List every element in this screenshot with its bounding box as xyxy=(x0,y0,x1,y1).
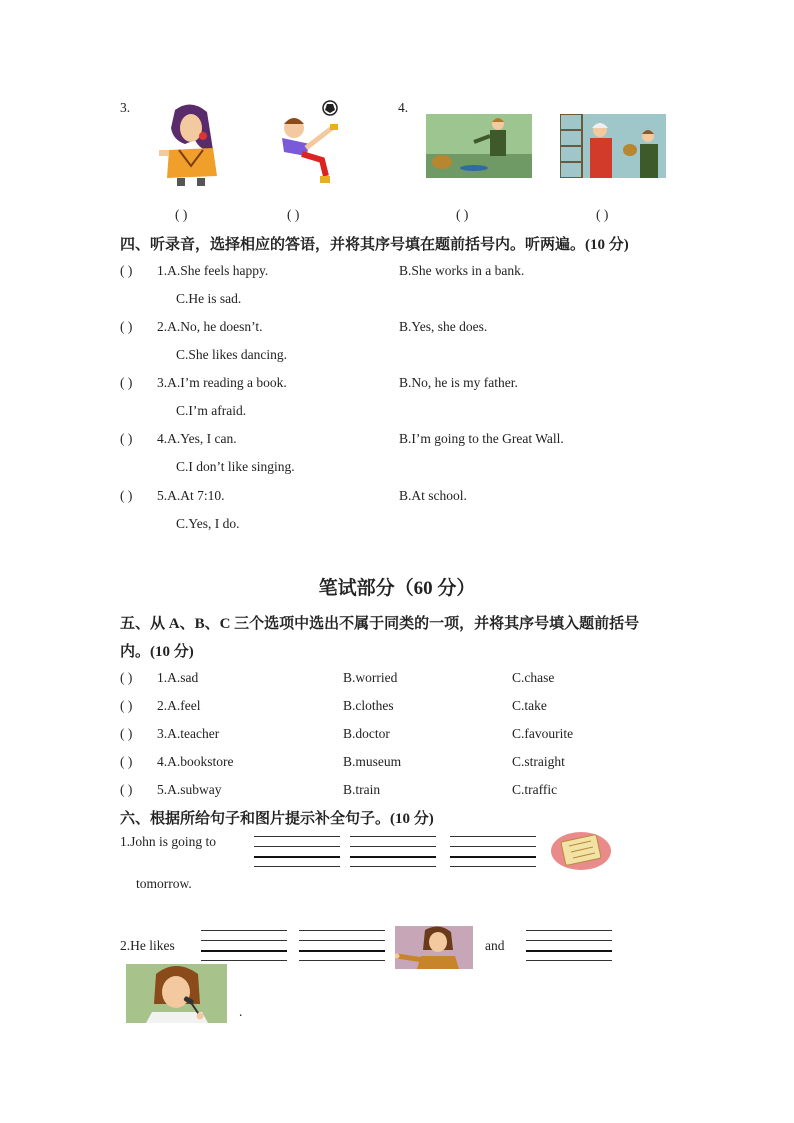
s5-bracket-2[interactable]: ( ) xyxy=(120,698,133,713)
section-5-heading-line1: 五、从 A、B、C 三个选项中选出不属于同类的一项，并将其序号填入题前括号 xyxy=(120,616,640,632)
s5-option-1a: 1.A.sad xyxy=(157,670,199,685)
s6-q1-blank-1[interactable] xyxy=(254,836,340,869)
s5-option-4a: 4.A.bookstore xyxy=(157,754,234,769)
s4-option-4a: 4.A.Yes, I can. xyxy=(157,431,237,446)
s6-q2-blank-3[interactable] xyxy=(526,930,612,963)
s4-option-3a: 3.A.I’m reading a book. xyxy=(157,375,287,390)
s5-option-3a: 3.A.teacher xyxy=(157,726,220,741)
s5-bracket-5[interactable]: ( ) xyxy=(120,782,133,797)
s4-option-2b: B.Yes, she does. xyxy=(399,319,488,334)
s5-option-5a: 5.A.subway xyxy=(157,782,222,797)
answer-bracket-2[interactable]: ( ) xyxy=(287,207,300,222)
s4-option-1c: C.He is sad. xyxy=(176,291,242,306)
s4-option-1a: 1.A.She feels happy. xyxy=(157,263,269,278)
s6-q2-text: 2.He likes xyxy=(120,938,175,953)
answer-bracket-1[interactable]: ( ) xyxy=(175,207,188,222)
s4-bracket-3[interactable]: ( ) xyxy=(120,375,133,390)
s4-option-2a: 2.A.No, he doesn’t. xyxy=(157,319,263,334)
s4-option-3c: C.I’m afraid. xyxy=(176,403,247,418)
s5-option-1b: B.worried xyxy=(343,670,398,685)
girl-with-dog-picture xyxy=(426,114,532,178)
s6-q2-blank-2[interactable] xyxy=(299,930,385,963)
ticket-picture xyxy=(549,830,613,872)
s5-option-4b: B.museum xyxy=(343,754,402,769)
s4-bracket-4[interactable]: ( ) xyxy=(120,431,133,446)
s5-option-2a: 2.A.feel xyxy=(157,698,201,713)
section-5-heading-line2: 内。(10 分) xyxy=(120,644,194,660)
s5-option-3b: B.doctor xyxy=(343,726,390,741)
s4-option-5a: 5.A.At 7:10. xyxy=(157,488,225,503)
s4-option-3b: B.No, he is my father. xyxy=(399,375,518,390)
woman-singing-picture xyxy=(126,964,227,1023)
s4-option-5c: C.Yes, I do. xyxy=(176,516,240,531)
s6-q1-tail: tomorrow. xyxy=(136,876,192,891)
s6-q1-blank-3[interactable] xyxy=(450,836,536,869)
boy-playing-football-picture xyxy=(272,98,344,190)
woman-pointing-picture xyxy=(395,926,473,969)
question-4-label: 4. xyxy=(398,100,409,115)
s6-q1-text: 1.John is going to xyxy=(120,834,217,849)
s4-bracket-2[interactable]: ( ) xyxy=(120,319,133,334)
s5-option-5b: B.train xyxy=(343,782,381,797)
answer-bracket-3[interactable]: ( ) xyxy=(456,207,469,222)
s5-option-2c: C.take xyxy=(512,698,547,713)
s5-bracket-3[interactable]: ( ) xyxy=(120,726,133,741)
s5-option-1c: C.chase xyxy=(512,670,555,685)
s4-option-1b: B.She works in a bank. xyxy=(399,263,525,278)
s4-option-4b: B.I’m going to the Great Wall. xyxy=(399,431,564,446)
s6-q2-end: . xyxy=(239,1004,243,1019)
s6-q2-and: and xyxy=(485,938,505,953)
s5-option-3c: C.favourite xyxy=(512,726,574,741)
s4-option-4c: C.I don’t like singing. xyxy=(176,459,295,474)
s5-bracket-4[interactable]: ( ) xyxy=(120,754,133,769)
s4-bracket-5[interactable]: ( ) xyxy=(120,488,133,503)
question-3-label: 3. xyxy=(120,100,131,115)
fireman-and-girl-picture xyxy=(560,114,666,178)
answer-bracket-4[interactable]: ( ) xyxy=(596,207,609,222)
s5-option-2b: B.clothes xyxy=(343,698,394,713)
s4-option-2c: C.She likes dancing. xyxy=(176,347,287,362)
s6-q1-blank-2[interactable] xyxy=(350,836,436,869)
s6-q2-blank-1[interactable] xyxy=(201,930,287,963)
section-4-heading: 四、听录音，选择相应的答语，并将其序号填在题前括号内。听两遍。(10 分) xyxy=(120,237,629,253)
s5-option-4c: C.straight xyxy=(512,754,565,769)
s5-option-5c: C.traffic xyxy=(512,782,558,797)
section-6-heading: 六、根据所给句子和图片提示补全句子。(10 分) xyxy=(120,811,434,827)
written-part-title: 笔试部分（60 分） xyxy=(318,578,476,599)
scared-woman-picture xyxy=(155,100,227,192)
s4-option-5b: B.At school. xyxy=(399,488,467,503)
s4-bracket-1[interactable]: ( ) xyxy=(120,263,133,278)
s5-bracket-1[interactable]: ( ) xyxy=(120,670,133,685)
